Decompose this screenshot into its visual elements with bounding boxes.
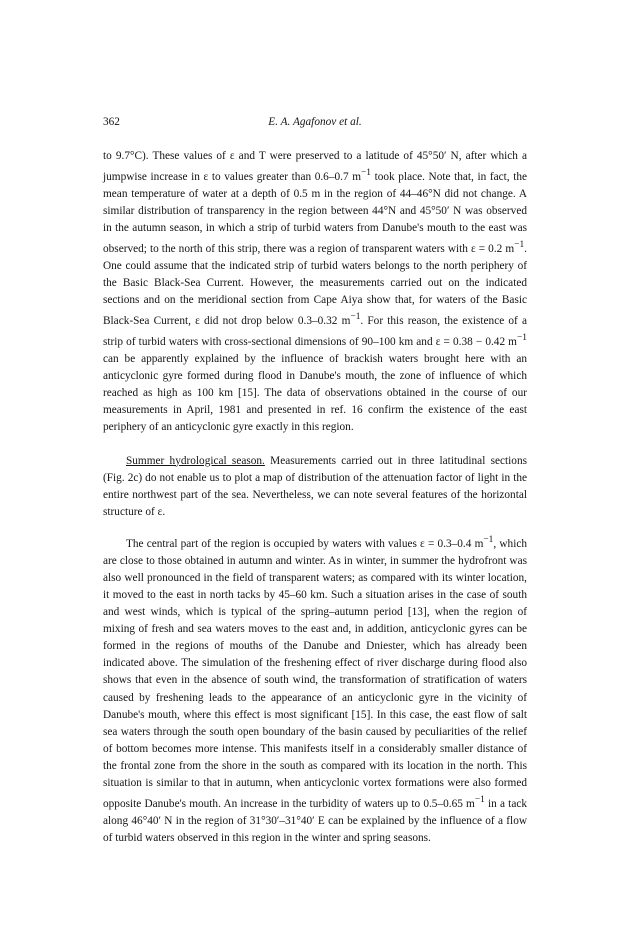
- page-number: 362: [103, 116, 120, 128]
- page-header: [103, 116, 527, 134]
- unit-superscript: −1: [514, 240, 525, 251]
- unit-superscript: −1: [516, 333, 527, 344]
- unit-superscript: −1: [360, 168, 371, 179]
- paragraph-summer-intro: [103, 453, 527, 521]
- text-span: Measurements carried out in three latitudinal sections (Fig. 2c) do not enable us to plot a map of distribution of the attenuation factor of light in the entire northwest part of the sea. Nevertheless, we can note several features of the horizontal structure of ε.: [103, 454, 527, 518]
- running-head: E. A. Agafonov et al.: [268, 116, 362, 128]
- unit-superscript: −1: [350, 312, 361, 323]
- text-span: to 9.7°C). These values of ε and T were preserved to a latitude of 45°50′ N, after which a jumpwise increase in ε to values greater than 0.6–0.7 m: [103, 150, 527, 183]
- text-span: can be apparently explained by the influence of brackish waters brought here with an anticyclonic gyre formed during flood in Danube's mouth, the zone of influence of which reached as high as 100 km [15]. The data of observations obtained in the course of our measurements in April, 1981 and presented in ref. 16 confirm the existence of the east periphery of an anticyclonic gyre exactly in this region.: [103, 353, 527, 434]
- paragraph-autumn-continued: [103, 148, 527, 437]
- text-span: The central part of the region is occupied by waters with values ε = 0.3–0.4 m: [126, 537, 484, 550]
- unit-superscript: −1: [474, 795, 485, 806]
- text-span: , which are close to those obtained in autumn and winter. As in winter, in summer the hydrofront was also well pronounced in the field of transparent waters; as compared with its winter location, it moved to the east in north tacks by 45–60 km. Such a situation arises in the case of south and west winds, which is typical of the spring–autumn period [13], when the region of mixing of fresh and sea waters moves to the east and, in addition, anticyclonic gyres can be formed in the regions of mouths of the Danube and Dniester, which has already been indicated above. The simulation of the freshening effect of river discharge during flood also shows that even in the absence of south wind, the transformation of stratification of waters caused by freshening leads to the appearance of an anticyclonic gyre in the vicinity of Danube's mouth, where this effect is most significant [15]. In this case, the east flow of salt sea waters through the south open boundary of the basin caused by peculiarities of the relief of bottom becomes more intense. This manifests itself in a considerably smaller distance of the frontal zone from the shore in the south as compared with its location in the north. This situation is similar to that in autumn, when anticyclonic vortex formations were also formed opposite Danube's mouth. An increase in the turbidity of waters up to 0.5–0.65 m: [103, 537, 527, 810]
- paragraph-gap: [103, 437, 527, 453]
- text-span: . One could assume that the indicated strip of turbid waters belongs to the north periphery of the Basic Black-Sea Current. However, the measurements carried out on the indicated sections and on the meridional section from Cape Aiya show that, for waters of the Basic Black-Sea Current, ε did not drop below 0.3–0.32 m: [103, 243, 527, 328]
- text-span: took place. Note that, in fact, the mean temperature of water at a depth of 0.5 m in the region of 44–46°N did not change. A similar distribution of transparency in the region between 44°N and 45°50′ N was observed in the autumn season, in which a strip of turbid waters from Danube's mouth to the east was observed; to the north of this strip, there was a region of transparent waters with ε = 0.2 m: [103, 170, 527, 255]
- paragraph-gap: [103, 521, 527, 532]
- section-heading: Summer hydrological season.: [126, 454, 265, 467]
- article-body: [103, 148, 527, 847]
- text-span: in a tack along 46°40′ N in the region of 31°30′–31°40′ E can be explained by the influence of a flow of turbid waters observed in this region in the winter and spring seasons.: [103, 797, 527, 845]
- paragraph-summer-central: [103, 532, 527, 847]
- unit-superscript: −1: [483, 534, 494, 545]
- text-span: . For this reason, the existence of a strip of turbid waters with cross-sectional dimensions of 90–100 km and ε = 0.38 − 0.42 m: [103, 315, 528, 348]
